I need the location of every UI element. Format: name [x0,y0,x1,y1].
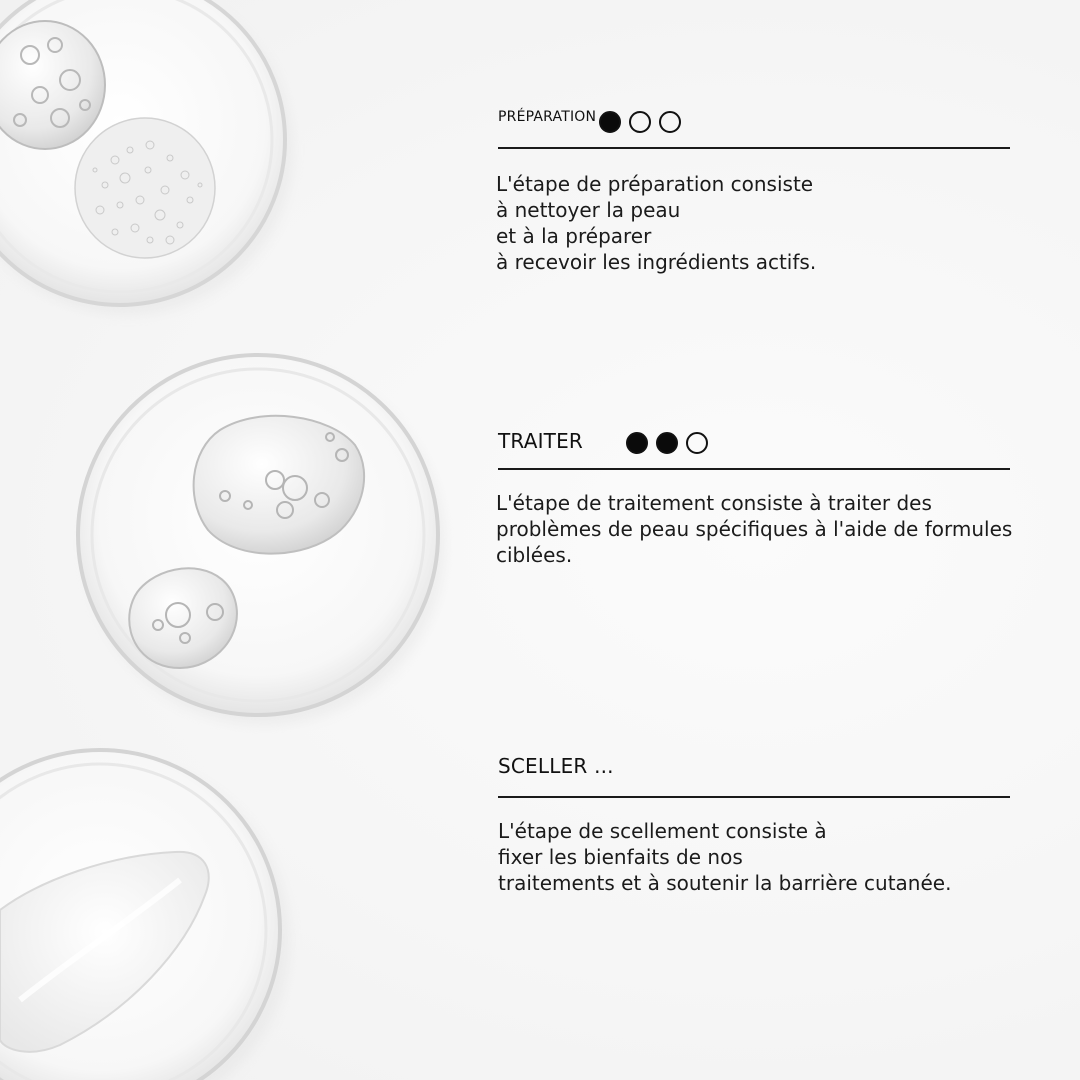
description-line: et à la préparer [496,224,652,248]
petri-dish-middle [78,355,445,725]
progress-dots [626,432,708,454]
step-title: PRÉPARATION [498,109,597,125]
step-preparation [496,100,1016,274]
step-header [496,422,1016,462]
step-header [496,750,1016,790]
divider-line [498,147,1010,149]
progress-dot-empty [659,111,681,133]
description-line: L'étape de préparation consiste [496,172,814,196]
description-line: à recevoir les ingrédients actifs. [496,250,817,274]
description-line: L'étape de scellement consiste à [498,819,827,843]
progress-dot-empty [629,111,651,133]
description-line: problèmes de peau spécifiques à l'aide de formules [496,517,1013,541]
step-description [498,818,951,896]
petri-dish-bottom [0,750,290,1080]
step-title: TRAITER [498,429,584,453]
step-header [496,100,1016,140]
step-description [496,490,1012,568]
progress-dot-empty [686,432,708,454]
step-traiter [496,422,1016,567]
progress-dot-filled [656,432,678,454]
description-line: traitements et à soutenir la barrière cutanée. [498,871,952,895]
progress-dots [599,111,681,133]
step-description [496,171,816,275]
divider-line [498,796,1010,798]
progress-dot-filled [626,432,648,454]
petri-dish-top [0,0,293,315]
divider-line [498,468,1010,470]
description-line: à nettoyer la peau [496,198,681,222]
step-sceller [496,750,1016,895]
description-line: fixer les bienfaits de nos [498,845,743,869]
description-line: ciblées. [496,543,573,567]
step-title: SCELLER ... [498,754,614,778]
progress-dot-filled [599,111,621,133]
description-line: L'étape de traitement consiste à traiter des [496,491,932,515]
